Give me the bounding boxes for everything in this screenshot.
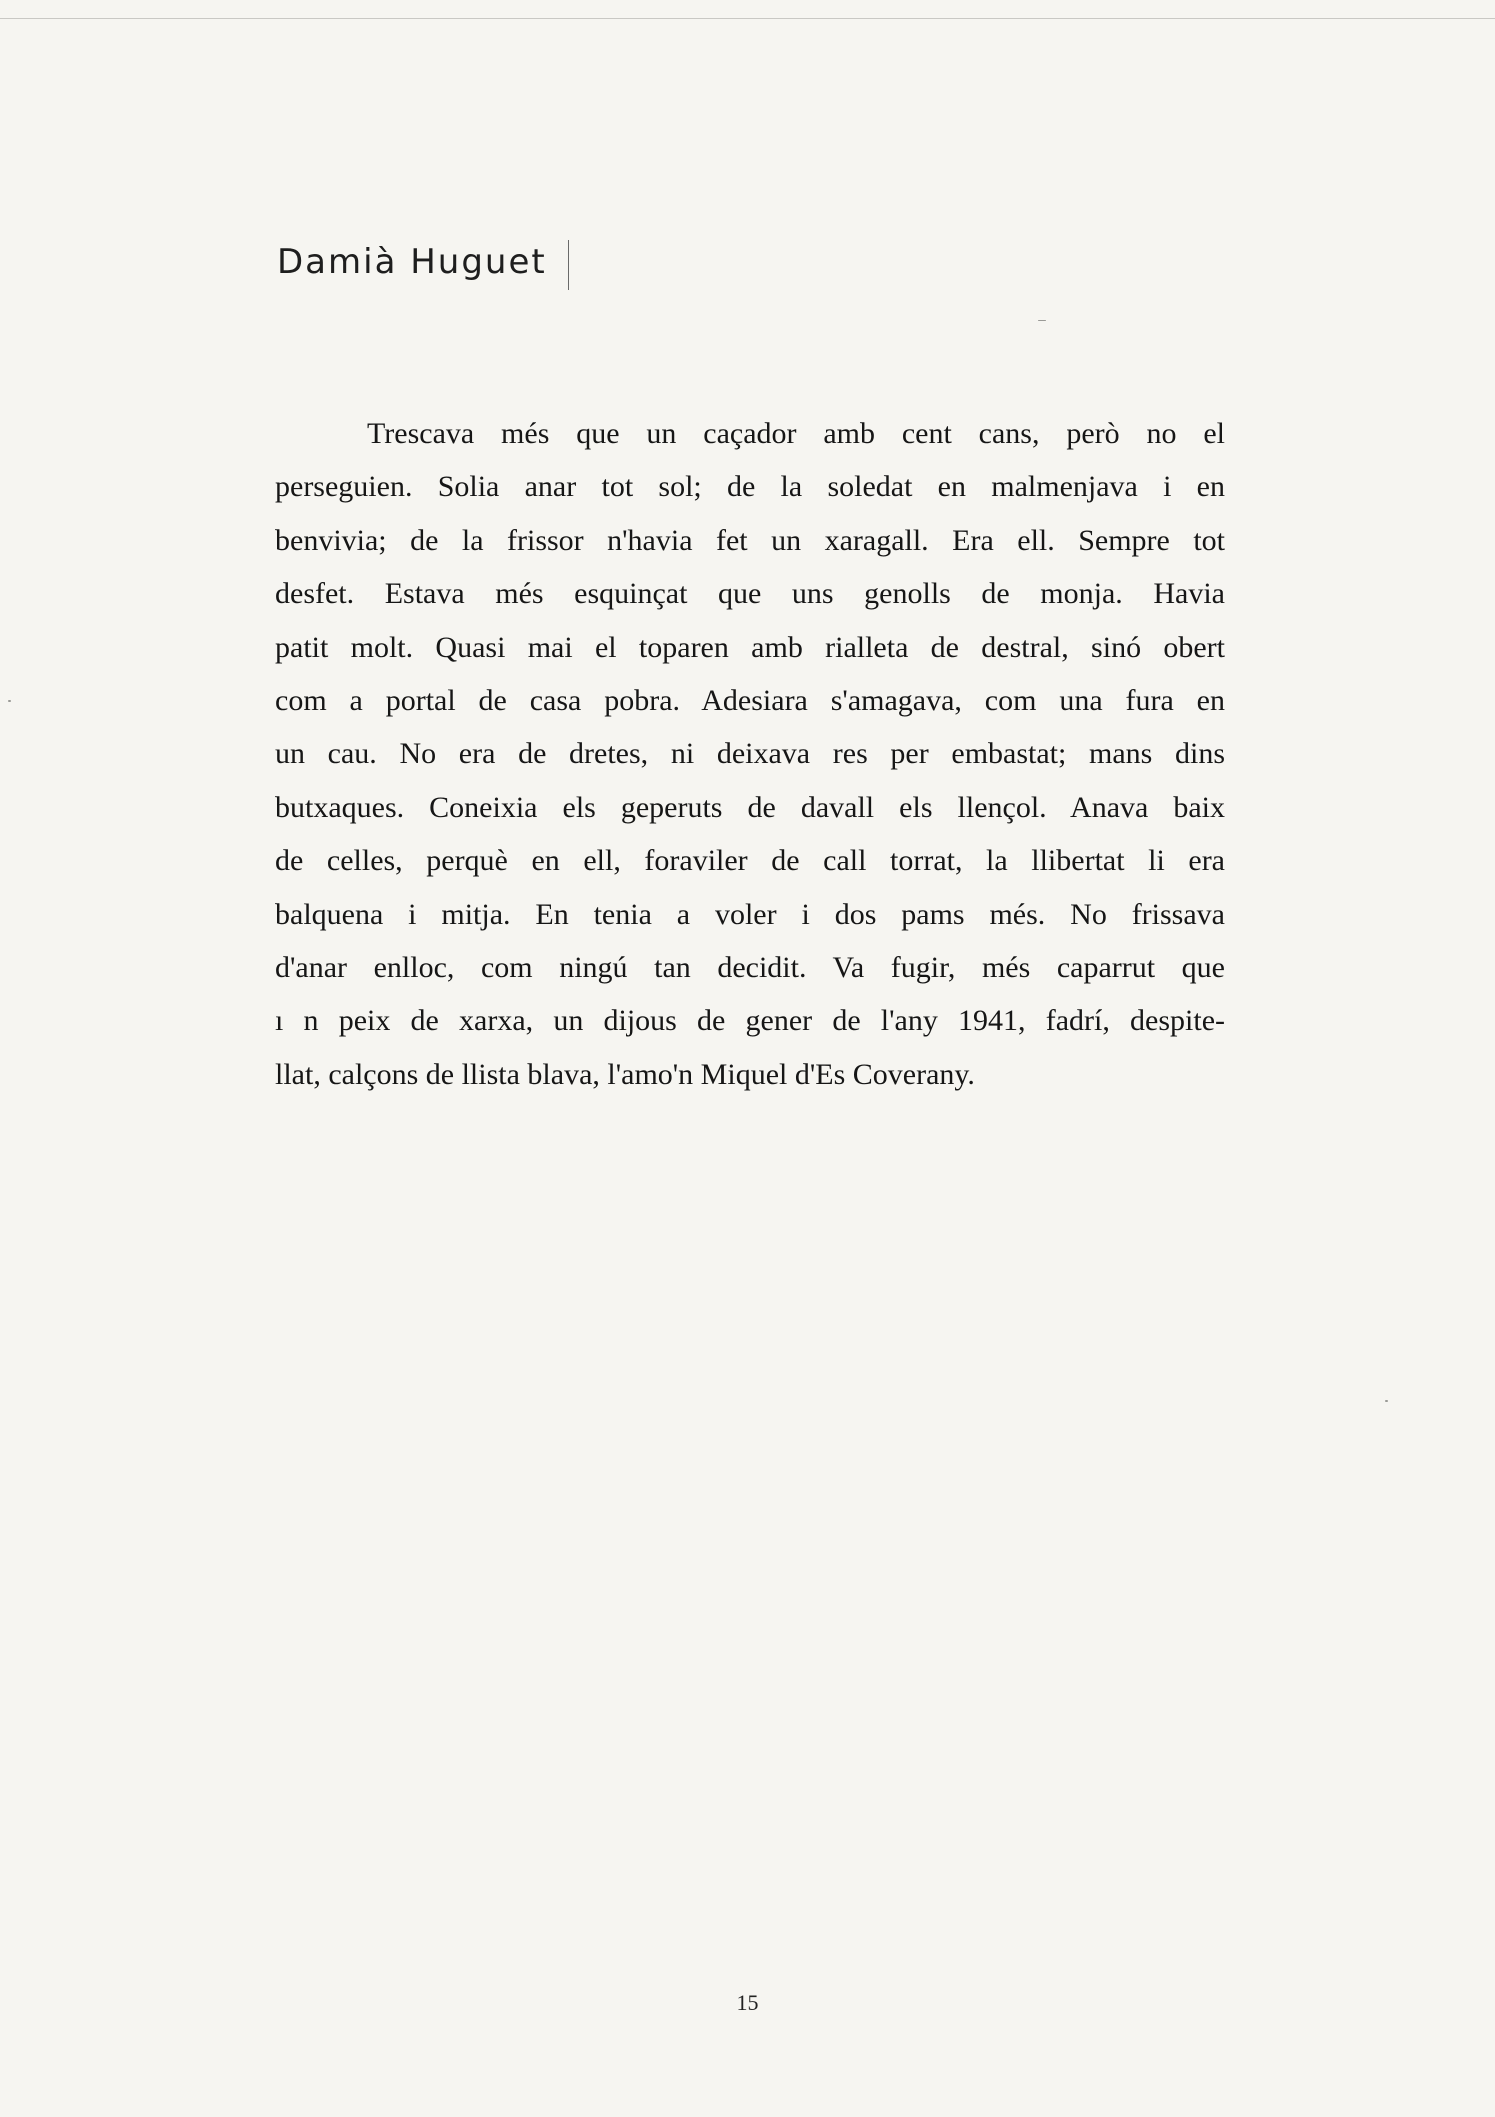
paragraph-line: desfet. Estava més esquinçat que uns genolls de monja. Havia bbox=[275, 577, 1225, 611]
page-number: 15 bbox=[736, 1990, 759, 2015]
paragraph-line: un cau. No era de dretes, ni deixava res per embastat; mans dins bbox=[275, 737, 1225, 771]
paper-speck bbox=[8, 700, 11, 702]
paragraph-line: llat, calçons de llista blava, l'amo'n Miquel d'Es Coverany. bbox=[275, 1057, 975, 1091]
prose-paragraph bbox=[275, 407, 1225, 1101]
paragraph-line: com a portal de casa pobra. Adesiara s'amagava, com una fura en bbox=[275, 683, 1225, 717]
paragraph-line: benvivia; de la frissor n'havia fet un xaragall. Era ell. Sempre tot bbox=[275, 523, 1225, 557]
paragraph-line: balquena i mitja. En tenia a voler i dos pams més. No frissava bbox=[275, 897, 1225, 931]
paragraph-line: butxaques. Coneixia els geperuts de davall els llençol. Anava baix bbox=[275, 790, 1225, 824]
paper-speck bbox=[1038, 320, 1046, 321]
paragraph-line: d'anar enlloc, com ningú tan decidit. Va fugir, més caparrut que bbox=[275, 950, 1225, 984]
paragraph-line: de celles, perquè en ell, foraviler de call torrat, la llibertat li era bbox=[275, 844, 1225, 878]
heading-vertical-bar bbox=[568, 240, 569, 290]
paragraph-line: ı n peix de xarxa, un dijous de gener de l'any 1941, fadrí, despite- bbox=[275, 1004, 1225, 1038]
paragraph-line: perseguien. Solia anar tot sol; de la soledat en malmenjava i en bbox=[275, 470, 1225, 504]
top-edge-rule bbox=[0, 18, 1495, 19]
author-heading: Damià Huguet bbox=[277, 242, 547, 282]
paper-speck bbox=[1385, 1400, 1388, 1402]
paragraph-line: Trescava més que un caçador amb cent cans, però no el bbox=[367, 417, 1225, 450]
paragraph-line: patit molt. Quasi mai el toparen amb rialleta de destral, sinó obert bbox=[275, 630, 1225, 664]
